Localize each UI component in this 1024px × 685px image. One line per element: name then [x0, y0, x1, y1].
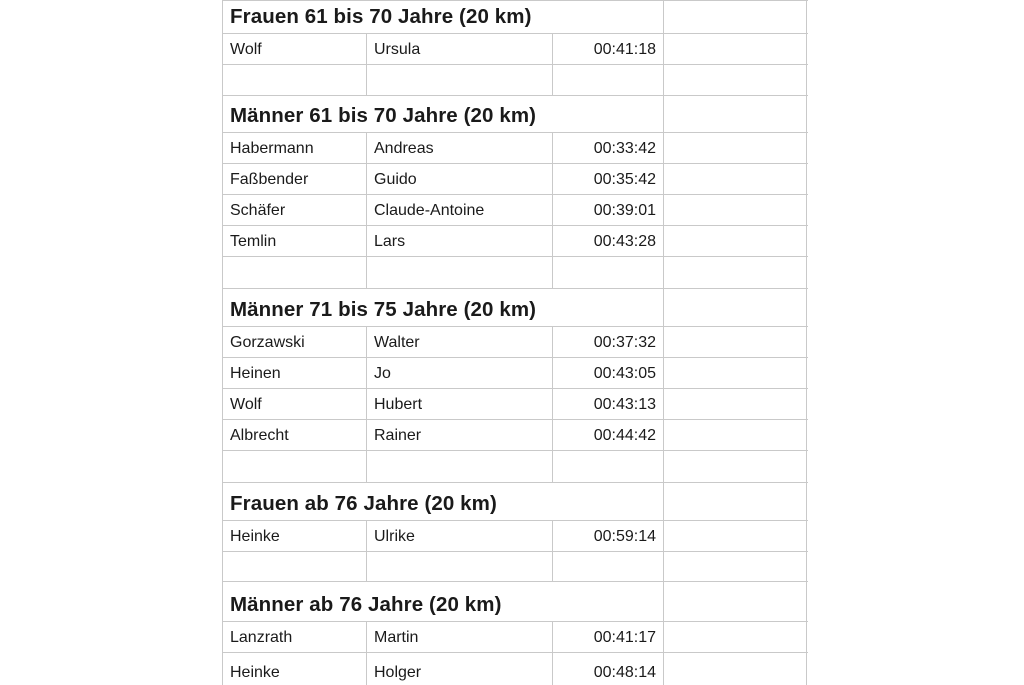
- firstname-cell: Andreas: [367, 133, 553, 163]
- time-cell: 00:48:14: [553, 653, 664, 685]
- firstname-cell: Claude-Antoine: [367, 195, 553, 225]
- category-header-row: [223, 483, 808, 521]
- empty-cell: [664, 1, 807, 33]
- spacer-row: [223, 451, 808, 483]
- empty-cell: [664, 65, 807, 95]
- result-row: [223, 389, 808, 420]
- empty-cell: [367, 65, 553, 95]
- empty-cell: [553, 65, 664, 95]
- result-row: [223, 133, 808, 164]
- empty-cell: [664, 226, 807, 256]
- category-title: Männer 71 bis 75 Jahre (20 km): [223, 289, 664, 326]
- result-row: [223, 164, 808, 195]
- firstname-cell: Ulrike: [367, 521, 553, 551]
- spacer-row: [223, 552, 808, 582]
- empty-cell: [664, 582, 807, 621]
- time-cell: 00:35:42: [553, 164, 664, 194]
- category-header-row: [223, 582, 808, 622]
- time-cell: 00:37:32: [553, 327, 664, 357]
- empty-cell: [664, 653, 807, 685]
- empty-cell: [367, 257, 553, 288]
- firstname-cell: Jo: [367, 358, 553, 388]
- empty-cell: [367, 552, 553, 581]
- time-cell: 00:43:28: [553, 226, 664, 256]
- empty-cell: [223, 257, 367, 288]
- time-cell: 00:43:05: [553, 358, 664, 388]
- lastname-cell: Temlin: [223, 226, 367, 256]
- empty-cell: [223, 552, 367, 581]
- empty-cell: [664, 34, 807, 64]
- empty-cell: [553, 257, 664, 288]
- category-header-row: [223, 96, 808, 133]
- lastname-cell: Heinen: [223, 358, 367, 388]
- firstname-cell: Ursula: [367, 34, 553, 64]
- result-row: [223, 420, 808, 451]
- time-cell: 00:59:14: [553, 521, 664, 551]
- lastname-cell: Schäfer: [223, 195, 367, 225]
- lastname-cell: Heinke: [223, 653, 367, 685]
- spacer-row: [223, 65, 808, 96]
- result-row: [223, 226, 808, 257]
- category-title: Frauen ab 76 Jahre (20 km): [223, 483, 664, 520]
- empty-cell: [664, 195, 807, 225]
- time-cell: 00:43:13: [553, 389, 664, 419]
- empty-cell: [664, 552, 807, 581]
- empty-cell: [553, 451, 664, 482]
- time-cell: 00:41:18: [553, 34, 664, 64]
- empty-cell: [664, 521, 807, 551]
- result-row: [223, 622, 808, 653]
- time-cell: 00:33:42: [553, 133, 664, 163]
- results-table: [222, 0, 808, 685]
- empty-cell: [664, 289, 807, 326]
- time-cell: 00:44:42: [553, 420, 664, 450]
- empty-cell: [664, 164, 807, 194]
- spacer-row: [223, 257, 808, 289]
- firstname-cell: Martin: [367, 622, 553, 652]
- category-header-row: [223, 1, 808, 34]
- result-row: [223, 358, 808, 389]
- lastname-cell: Habermann: [223, 133, 367, 163]
- empty-cell: [664, 133, 807, 163]
- result-row: [223, 521, 808, 552]
- firstname-cell: Holger: [367, 653, 553, 685]
- lastname-cell: Wolf: [223, 34, 367, 64]
- empty-cell: [553, 552, 664, 581]
- empty-cell: [664, 389, 807, 419]
- firstname-cell: Lars: [367, 226, 553, 256]
- firstname-cell: Rainer: [367, 420, 553, 450]
- firstname-cell: Walter: [367, 327, 553, 357]
- empty-cell: [664, 257, 807, 288]
- lastname-cell: Lanzrath: [223, 622, 367, 652]
- empty-cell: [367, 451, 553, 482]
- lastname-cell: Wolf: [223, 389, 367, 419]
- empty-cell: [664, 622, 807, 652]
- empty-cell: [664, 96, 807, 132]
- firstname-cell: Hubert: [367, 389, 553, 419]
- category-title: Männer 61 bis 70 Jahre (20 km): [223, 96, 664, 132]
- firstname-cell: Guido: [367, 164, 553, 194]
- lastname-cell: Heinke: [223, 521, 367, 551]
- empty-cell: [223, 65, 367, 95]
- result-row: [223, 653, 808, 685]
- category-header-row: [223, 289, 808, 327]
- time-cell: 00:41:17: [553, 622, 664, 652]
- empty-cell: [664, 483, 807, 520]
- category-title: Frauen 61 bis 70 Jahre (20 km): [223, 1, 664, 33]
- result-row: [223, 34, 808, 65]
- empty-cell: [664, 358, 807, 388]
- empty-cell: [664, 420, 807, 450]
- lastname-cell: Gorzawski: [223, 327, 367, 357]
- result-row: [223, 195, 808, 226]
- lastname-cell: Albrecht: [223, 420, 367, 450]
- lastname-cell: Faßbender: [223, 164, 367, 194]
- empty-cell: [664, 327, 807, 357]
- time-cell: 00:39:01: [553, 195, 664, 225]
- result-row: [223, 327, 808, 358]
- empty-cell: [664, 451, 807, 482]
- empty-cell: [223, 451, 367, 482]
- category-title: Männer ab 76 Jahre (20 km): [223, 582, 664, 621]
